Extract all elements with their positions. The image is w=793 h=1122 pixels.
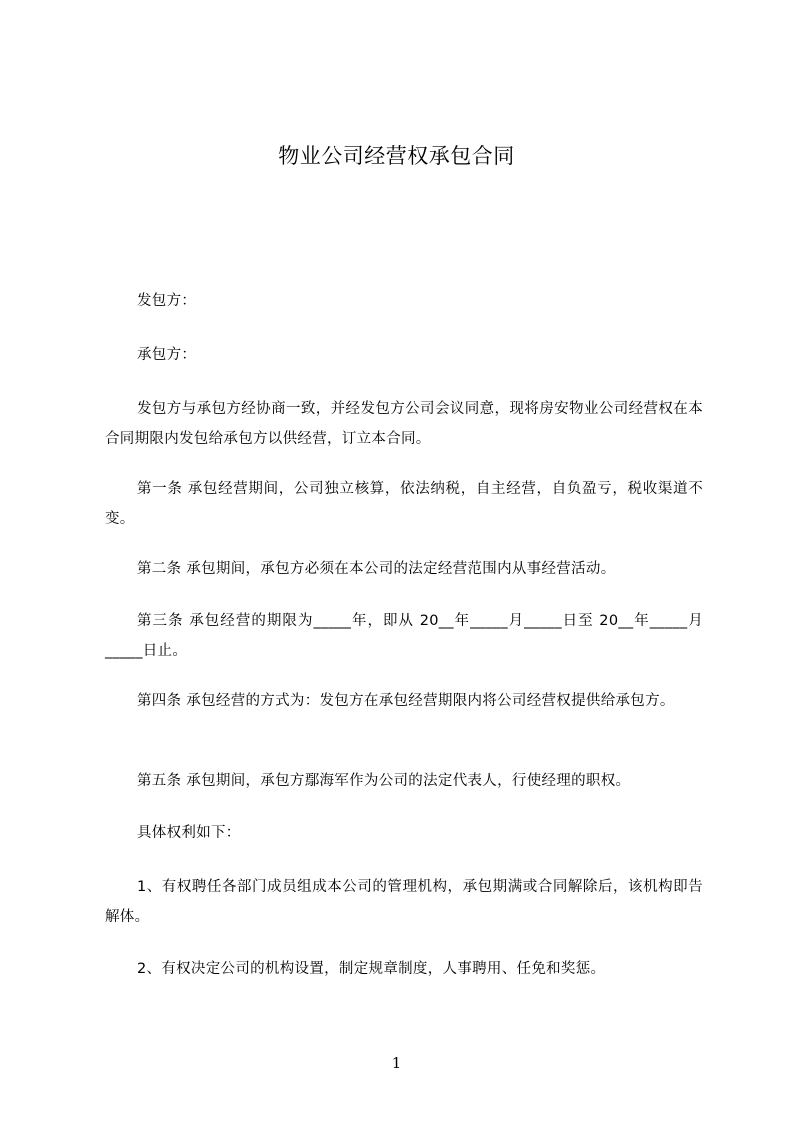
article-1: 第一条 承包经营期间，公司独立核算，依法纳税，自主经营，自负盈亏，税收渠道不变。 — [105, 481, 703, 527]
party-b-line: 承包方： — [137, 347, 197, 363]
intro-paragraph: 发包方与承包方经协商一致，并经发包方公司会议同意，现将房安物业公司经营权在本合同期限内发包给承包方以供经营，订立本合同。 — [105, 401, 703, 447]
article-2: 第二条 承包期间，承包方必须在本公司的法定经营范围内从事经营活动。 — [137, 561, 616, 577]
article-4: 第四条 承包经营的方式为：发包方在承包经营期限内将公司经营权提供给承包方。 — [137, 693, 675, 709]
document-title: 物业公司经营权承包合同 — [278, 144, 515, 168]
right-item-1: 1、有权聘任各部门成员组成本公司的管理机构，承包期满或合同解除后，该机构即告解体。 — [105, 879, 703, 925]
article-5: 第五条 承包期间，承包方鄢海军作为公司的法定代表人，行使经理的职权。 — [137, 773, 631, 789]
rights-heading: 具体权利如下： — [137, 825, 241, 841]
party-a-line: 发包方： — [137, 293, 197, 309]
article-3: 第三条 承包经营的期限为_____年，即从 20__年_____月_____日至 20__年_____月_____日止。 — [105, 613, 703, 659]
right-item-2: 2、有权决定公司的机构设置，制定规章制度，人事聘用、任免和奖惩。 — [137, 961, 606, 977]
page-number: 1 — [391, 1054, 402, 1072]
